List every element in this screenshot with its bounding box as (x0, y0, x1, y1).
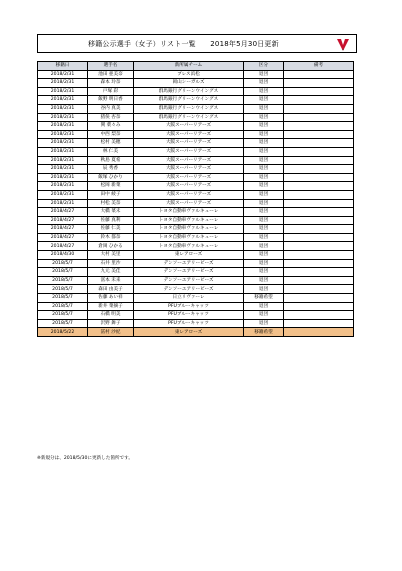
table-row (38, 104, 354, 113)
cell-team: 東レアローズ (134, 328, 244, 337)
title-box (37, 34, 357, 53)
cell-date: 2018/2/31 (38, 104, 88, 113)
cell-kubun: 退団 (244, 216, 284, 225)
cell-note (284, 173, 354, 182)
cell-name: 中西 梨奈 (88, 130, 134, 139)
cell-kubun: 移籍希望 (244, 328, 284, 337)
cell-date: 2018/5/7 (38, 276, 88, 285)
cell-note (284, 285, 354, 294)
cell-team: ブレス浜松 (134, 70, 244, 79)
table-row (38, 225, 354, 234)
cell-name: 森田 由美子 (88, 285, 134, 294)
cell-note (284, 302, 354, 311)
cell-kubun: 退団 (244, 233, 284, 242)
cell-date: 2018/4/27 (38, 233, 88, 242)
cell-kubun: 退団 (244, 251, 284, 260)
table-row (38, 156, 354, 165)
table-row (38, 165, 354, 174)
cell-team: 大阪スーパーリアーズ (134, 147, 244, 156)
cell-name: 村松 美奈 (88, 199, 134, 208)
table-row (38, 70, 354, 79)
cell-note (284, 139, 354, 148)
cell-note (284, 70, 354, 79)
cell-name: 大橋 菜未 (88, 208, 134, 217)
cell-date: 2018/2/31 (38, 79, 88, 88)
cell-team: トヨタ自動車ヴァルキューレ (134, 216, 244, 225)
cell-date: 2018/2/31 (38, 147, 88, 156)
cell-date: 2018/2/31 (38, 130, 88, 139)
cell-note (284, 79, 354, 88)
cell-note (284, 259, 354, 268)
footnote: ※新規分は、2018/5/30に更新した箇所です。 (37, 456, 133, 461)
cell-team: 大阪スーパーリアーズ (134, 122, 244, 131)
cell-team: トヨタ自動車ヴァルキューレ (134, 208, 244, 217)
cell-note (284, 242, 354, 251)
cell-note (284, 165, 354, 174)
cell-team: 東レアローズ (134, 251, 244, 260)
cell-name: 冨村 沙紀 (88, 328, 134, 337)
cell-kubun: 退団 (244, 139, 284, 148)
cell-date: 2018/4/27 (38, 216, 88, 225)
cell-name: 九元 美佳 (88, 268, 134, 277)
cell-team: デンソーエアリービーズ (134, 268, 244, 277)
cell-name: 秋島 夏希 (88, 156, 134, 165)
page-title: 移籍公示選手（女子）リスト一覧 2018年5月30日更新 (88, 39, 279, 48)
cell-kubun: 退団 (244, 96, 284, 105)
cell-name: 倉岡 ひかる (88, 242, 134, 251)
cell-name: 富本 未来 (88, 276, 134, 285)
cell-name: 佐藤 あい祥 (88, 294, 134, 303)
cell-kubun: 退団 (244, 190, 284, 199)
table-row (38, 96, 354, 105)
cell-team: デンソーエアリービーズ (134, 285, 244, 294)
table-row (38, 242, 354, 251)
cell-name: 池田 亜美奈 (88, 70, 134, 79)
table-row (38, 173, 354, 182)
cell-team: 群馬銀行グリーンウイングス (134, 104, 244, 113)
cell-kubun: 退団 (244, 225, 284, 234)
cell-note (284, 190, 354, 199)
cell-name: 関 菜々み (88, 122, 134, 131)
table-row (38, 302, 354, 311)
cell-name: 新井 菜摘子 (88, 302, 134, 311)
table-row (38, 311, 354, 320)
cell-name: 松村 美穂 (88, 139, 134, 148)
cell-name: 飯塚 ひかり (88, 173, 134, 182)
cell-kubun: 退団 (244, 122, 284, 131)
cell-note (284, 156, 354, 165)
cell-note (284, 268, 354, 277)
cell-kubun: 退団 (244, 147, 284, 156)
cell-date: 2018/5/7 (38, 319, 88, 328)
cell-note (284, 251, 354, 260)
cell-team: 大阪スーパーリアーズ (134, 139, 244, 148)
table-row (38, 122, 354, 131)
cell-kubun: 退団 (244, 319, 284, 328)
cell-note (284, 225, 354, 234)
cell-date: 2018/2/31 (38, 139, 88, 148)
cell-name: 戸塚 彩 (88, 87, 134, 96)
cell-note (284, 122, 354, 131)
cell-name: 飯野 明日香 (88, 96, 134, 105)
cell-note (284, 113, 354, 122)
cell-date: 2018/4/27 (38, 225, 88, 234)
cell-team: デンソーエアリービーズ (134, 259, 244, 268)
cell-team: PFUブルーキャッツ (134, 319, 244, 328)
cell-note (284, 319, 354, 328)
cell-team: トヨタ自動車ヴァルキューレ (134, 242, 244, 251)
table-row (38, 113, 354, 122)
cell-date: 2018/2/31 (38, 165, 88, 174)
cell-date: 2018/2/31 (38, 113, 88, 122)
column-header-name: 選手名 (88, 62, 134, 71)
cell-name: 谷内 真美 (88, 104, 134, 113)
table-body (38, 70, 354, 336)
cell-name: 田中 綾子 (88, 190, 134, 199)
table-row (38, 147, 354, 156)
table-row (38, 268, 354, 277)
cell-kubun: 退団 (244, 87, 284, 96)
cell-kubun: 移籍希望 (244, 294, 284, 303)
cell-date: 2018/5/7 (38, 285, 88, 294)
table-row (38, 79, 354, 88)
table-row (38, 251, 354, 260)
table-row (38, 182, 354, 191)
cell-kubun: 退団 (244, 242, 284, 251)
cell-note (284, 216, 354, 225)
cell-name: 森本 玲奈 (88, 79, 134, 88)
cell-kubun: 退団 (244, 104, 284, 113)
cell-date: 2018/2/31 (38, 96, 88, 105)
table-row (38, 328, 354, 337)
cell-kubun: 退団 (244, 165, 284, 174)
cell-team: 群馬銀行グリーンウイングス (134, 113, 244, 122)
table-row (38, 233, 354, 242)
cell-note (284, 328, 354, 337)
cell-note (284, 294, 354, 303)
cell-team: 群馬銀行グリーンウイングス (134, 96, 244, 105)
cell-team: 大阪スーパーリアーズ (134, 182, 244, 191)
table-row (38, 87, 354, 96)
cell-date: 2018/4/27 (38, 242, 88, 251)
cell-kubun: 退団 (244, 311, 284, 320)
cell-team: 大阪スーパーリアーズ (134, 156, 244, 165)
cell-date: 2018/5/7 (38, 311, 88, 320)
cell-note (284, 199, 354, 208)
table-header-row (38, 62, 354, 71)
transfer-table (37, 61, 354, 337)
cell-date: 2018/2/31 (38, 156, 88, 165)
v-league-logo-icon (336, 37, 350, 51)
cell-note (284, 130, 354, 139)
cell-date: 2018/5/22 (38, 328, 88, 337)
cell-date: 2018/2/31 (38, 122, 88, 131)
table-row (38, 199, 354, 208)
cell-name: 大村 美里 (88, 251, 134, 260)
cell-team: 大阪スーパーリアーズ (134, 165, 244, 174)
cell-kubun: 退団 (244, 113, 284, 122)
cell-note (284, 87, 354, 96)
cell-date: 2018/2/31 (38, 182, 88, 191)
cell-date: 2018/5/7 (38, 294, 88, 303)
cell-note (284, 147, 354, 156)
cell-kubun: 退団 (244, 156, 284, 165)
cell-date: 2018/2/31 (38, 173, 88, 182)
cell-kubun: 退団 (244, 276, 284, 285)
cell-name: 沢野 舞子 (88, 319, 134, 328)
cell-team: 大阪スーパーリアーズ (134, 173, 244, 182)
cell-date: 2018/5/7 (38, 302, 88, 311)
table-row (38, 294, 354, 303)
cell-team: 大阪スーパーリアーズ (134, 190, 244, 199)
cell-note (284, 104, 354, 113)
column-header-note: 備考 (284, 62, 354, 71)
cell-kubun: 退団 (244, 79, 284, 88)
cell-name: 松岡 新菜 (88, 182, 134, 191)
table-row (38, 285, 354, 294)
cell-date: 2018/5/7 (38, 259, 88, 268)
column-header-team: 新所属チーム (134, 62, 244, 71)
cell-date: 2018/4/27 (38, 208, 88, 217)
cell-team: 岡山シーガルズ (134, 79, 244, 88)
table-row (38, 190, 354, 199)
cell-team: PFUブルーキャッツ (134, 311, 244, 320)
table-row (38, 276, 354, 285)
cell-kubun: 退団 (244, 302, 284, 311)
table-row (38, 319, 354, 328)
cell-kubun: 退団 (244, 70, 284, 79)
cell-note (284, 233, 354, 242)
cell-kubun: 退団 (244, 199, 284, 208)
cell-name: 林 仁美 (88, 147, 134, 156)
cell-date: 2018/2/31 (38, 199, 88, 208)
cell-kubun: 退団 (244, 182, 284, 191)
cell-date: 2018/5/7 (38, 268, 88, 277)
table-row (38, 259, 354, 268)
cell-kubun: 退団 (244, 173, 284, 182)
cell-note (284, 311, 354, 320)
cell-date: 2018/2/31 (38, 70, 88, 79)
cell-date: 2018/2/31 (38, 190, 88, 199)
column-header-kubun: 区分 (244, 62, 284, 71)
cell-kubun: 退団 (244, 259, 284, 268)
table-row (38, 139, 354, 148)
cell-name: 鈴木 都奈 (88, 233, 134, 242)
cell-name: 石井 里沙 (88, 259, 134, 268)
cell-name: 辰 秀香 (88, 165, 134, 174)
cell-team: デンソーエアリービーズ (134, 276, 244, 285)
cell-team: 大阪スーパーリアーズ (134, 130, 244, 139)
cell-date: 2018/2/31 (38, 87, 88, 96)
cell-team: PFUブルーキャッツ (134, 302, 244, 311)
cell-note (284, 208, 354, 217)
cell-team: 群馬銀行グリーンウイングス (134, 87, 244, 96)
cell-kubun: 退団 (244, 208, 284, 217)
cell-name: 猪俣 杏奈 (88, 113, 134, 122)
cell-name: 石橋 明美 (88, 311, 134, 320)
table-row (38, 130, 354, 139)
cell-date: 2018/4/30 (38, 251, 88, 260)
cell-team: 大阪スーパーリアーズ (134, 199, 244, 208)
table-row (38, 216, 354, 225)
column-header-date: 移籍日 (38, 62, 88, 71)
cell-kubun: 退団 (244, 285, 284, 294)
cell-name: 佐藤 真利 (88, 216, 134, 225)
table-row (38, 208, 354, 217)
cell-team: 日立リヴァーレ (134, 294, 244, 303)
cell-kubun: 退団 (244, 268, 284, 277)
cell-note (284, 96, 354, 105)
cell-kubun: 退団 (244, 130, 284, 139)
cell-team: トヨタ自動車ヴァルキューレ (134, 233, 244, 242)
cell-team: トヨタ自動車ヴァルキューレ (134, 225, 244, 234)
cell-name: 佐藤 仁美 (88, 225, 134, 234)
cell-note (284, 182, 354, 191)
cell-note (284, 276, 354, 285)
